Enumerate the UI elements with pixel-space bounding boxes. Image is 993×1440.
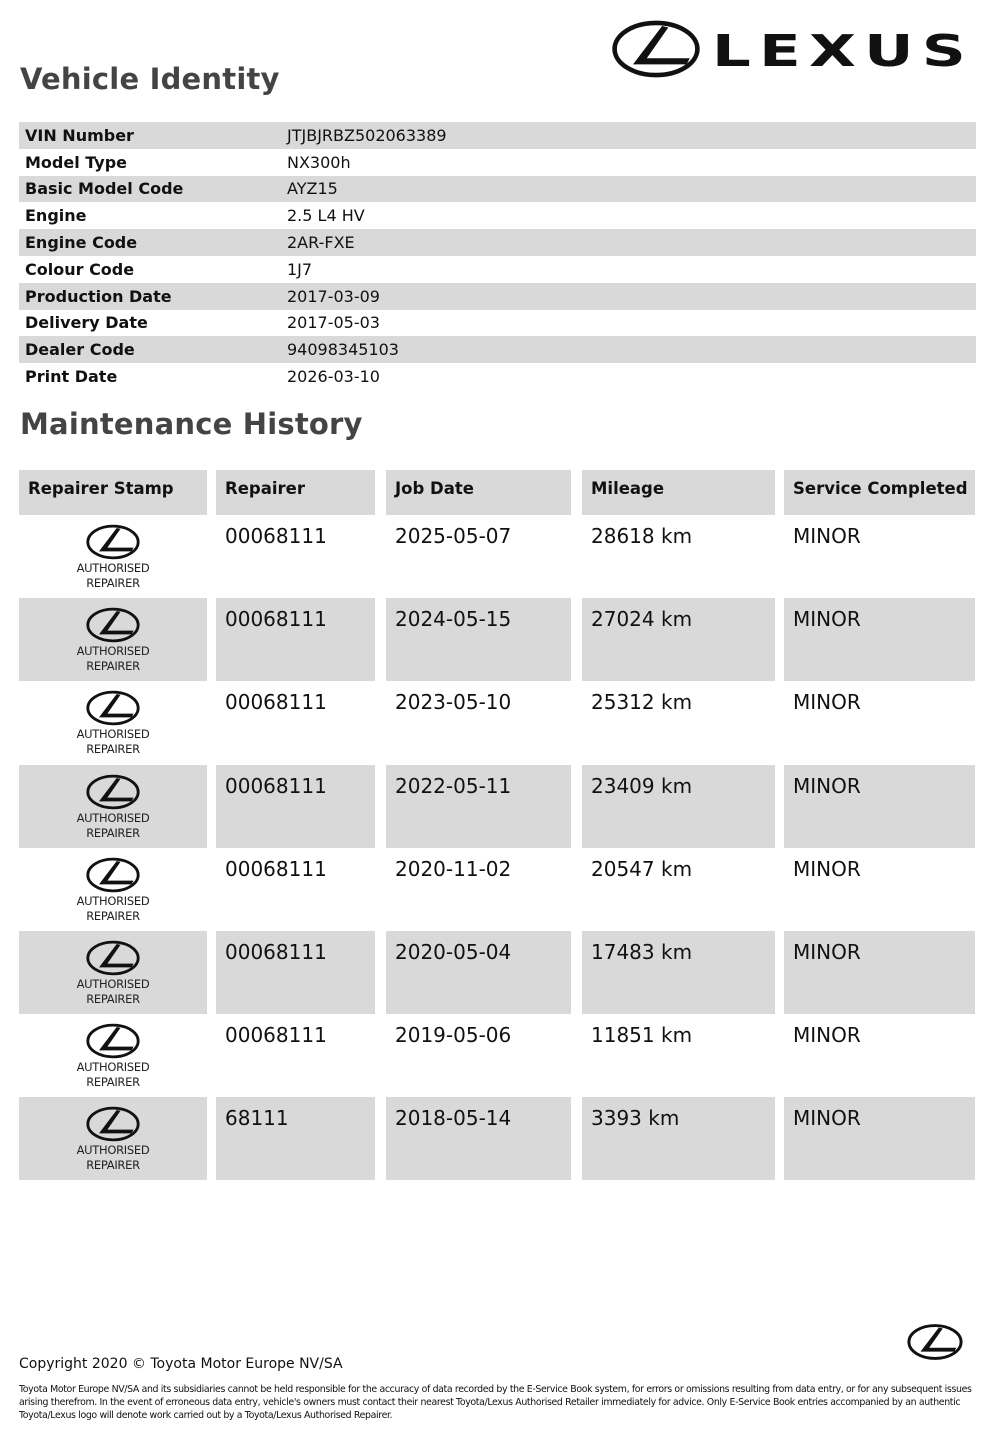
- job-date-cell: 2022-05-11: [386, 765, 571, 848]
- job-date-cell: 2018-05-14: [386, 1097, 571, 1180]
- mileage-cell: 28618 km: [591, 524, 693, 548]
- stamp-text: REPAIRER: [86, 825, 140, 840]
- lexus-emblem-icon: [85, 773, 141, 811]
- identity-label: Dealer Code: [25, 340, 135, 360]
- repairer-stamp: [19, 681, 207, 764]
- identity-label: Model Type: [25, 152, 128, 172]
- service-completed-cell: MINOR: [793, 1023, 861, 1048]
- repairer-cell: 00068111: [225, 1023, 327, 1048]
- disclaimer: Toyota Motor Europe NV/SA and its subsidiaries cannot be held responsible for the accuracy of data recorded by the E-Service Book system, for errors or omissions resulting from data entry, or for any subsequent issues arising therefrom. In the event of erroneous data entry, vehicle's owners must contact their nearest Toyota/Lexus Authorised Retailer immediately for advice. Only E-Service Book entries accompanied by an authentic Toyota/Lexus logo will denote work carried out by a Toyota/Lexus Authorised Repairer.: [19, 1384, 972, 1421]
- repairer-cell: 00068111: [216, 765, 375, 848]
- repairer-stamp: [19, 515, 207, 598]
- stamp-text: REPAIRER: [86, 1075, 140, 1090]
- lexus-emblem-icon: [85, 523, 141, 561]
- service-completed-cell: MINOR: [784, 931, 975, 1014]
- column-header-repairer-stamp: Repairer Stamp: [19, 470, 207, 515]
- job-date-cell: 2023-05-10: [395, 690, 512, 715]
- copyright: Copyright 2020 © Toyota Motor Europe NV/SA: [19, 1356, 343, 1372]
- mileage-cell: 27024 km: [582, 598, 775, 681]
- mileage-cell: 11851 km: [591, 1023, 693, 1048]
- svg-text:LEXUS: LEXUS: [712, 26, 974, 77]
- identity-value: AYZ15: [287, 179, 338, 199]
- column-header-repairer: Repairer: [216, 470, 375, 515]
- stamp-text: AUTHORISED: [76, 1143, 150, 1158]
- mileage-cell: 17483 km: [582, 931, 775, 1014]
- repairer-stamp: [19, 1014, 207, 1097]
- service-completed-cell: MINOR: [793, 690, 861, 715]
- repairer-stamp: [19, 848, 207, 931]
- lexus-emblem-icon: [85, 856, 141, 894]
- repairer-stamp: [19, 1097, 207, 1180]
- stamp-text: AUTHORISED: [76, 644, 150, 659]
- column-header-job-date: Job Date: [386, 470, 571, 515]
- identity-value: 2026-03-10: [287, 367, 380, 387]
- service-completed-cell: MINOR: [793, 856, 861, 881]
- identity-row: [19, 310, 976, 337]
- identity-row: [19, 202, 976, 229]
- stamp-text: REPAIRER: [86, 576, 140, 590]
- identity-label: Production Date: [25, 286, 172, 306]
- identity-row: [19, 122, 976, 149]
- lexus-emblem-icon: [85, 939, 141, 977]
- stamp-text: REPAIRER: [86, 992, 140, 1006]
- identity-value: 2.5 L4 HV: [287, 206, 365, 226]
- repairer-cell: 00068111: [216, 931, 375, 1014]
- lexus-emblem-icon: [85, 689, 141, 727]
- job-date-cell: 2019-05-06: [395, 1023, 512, 1048]
- repairer-cell: 00068111: [216, 598, 375, 681]
- repairer-stamp: [19, 931, 207, 1014]
- identity-label: Colour Code: [25, 259, 135, 279]
- service-completed-cell: MINOR: [793, 524, 861, 548]
- identity-value: 1J7: [287, 259, 313, 279]
- stamp-text: AUTHORISED: [76, 727, 150, 742]
- identity-label: Basic Model Code: [25, 179, 184, 199]
- mileage-cell: 20547 km: [591, 856, 693, 881]
- lexus-emblem-icon: [906, 1322, 964, 1362]
- job-date-cell: 2020-05-04: [386, 931, 571, 1014]
- lexus-emblem-icon: [85, 1105, 141, 1143]
- repairer-cell: 68111: [216, 1097, 375, 1180]
- column-header-service-completed: Service Completed: [784, 470, 975, 515]
- stamp-text: REPAIRER: [86, 659, 140, 674]
- repairer-stamp: [19, 765, 207, 848]
- job-date-cell: 2024-05-15: [386, 598, 571, 681]
- identity-value: NX300h: [287, 152, 351, 172]
- identity-label: Engine Code: [25, 233, 138, 253]
- vehicle-identity-title: Vehicle Identity: [20, 62, 280, 96]
- identity-row: [19, 363, 976, 390]
- maintenance-history-title: Maintenance History: [20, 407, 363, 441]
- stamp-text: AUTHORISED: [76, 893, 150, 908]
- identity-row: [19, 176, 976, 203]
- service-completed-cell: MINOR: [784, 1097, 975, 1180]
- stamp-text: AUTHORISED: [76, 1060, 150, 1075]
- job-date-cell: 2020-11-02: [395, 856, 512, 881]
- stamp-text: AUTHORISED: [76, 977, 150, 991]
- identity-value: 2AR-FXE: [287, 233, 355, 253]
- identity-value: JTJBJRBZ502063389: [287, 125, 447, 145]
- identity-value: 94098345103: [287, 340, 399, 360]
- mileage-cell: 3393 km: [582, 1097, 775, 1180]
- identity-row: [19, 256, 976, 283]
- mileage-cell: 23409 km: [582, 765, 775, 848]
- lexus-logo: [610, 16, 978, 82]
- stamp-text: REPAIRER: [86, 908, 140, 923]
- mileage-cell: 25312 km: [591, 690, 693, 715]
- stamp-text: REPAIRER: [86, 1158, 140, 1173]
- identity-row: [19, 283, 976, 310]
- identity-row: [19, 336, 976, 363]
- identity-row: [19, 149, 976, 176]
- lexus-emblem-icon: [85, 606, 141, 644]
- identity-label: Delivery Date: [25, 313, 148, 333]
- lexus-emblem-icon: [85, 1022, 141, 1060]
- stamp-text: AUTHORISED: [76, 561, 150, 575]
- identity-label: Print Date: [25, 367, 118, 387]
- repairer-cell: 00068111: [225, 856, 327, 881]
- identity-label: Engine: [25, 206, 87, 226]
- vehicle-identity-table: [19, 122, 976, 390]
- service-completed-cell: MINOR: [784, 598, 975, 681]
- job-date-cell: 2025-05-07: [395, 524, 512, 548]
- repairer-cell: 00068111: [225, 690, 327, 715]
- identity-value: 2017-03-09: [287, 286, 380, 306]
- identity-label: VIN Number: [25, 125, 134, 145]
- column-header-mileage: Mileage: [582, 470, 775, 515]
- repairer-cell: 00068111: [225, 524, 327, 548]
- service-completed-cell: MINOR: [784, 765, 975, 848]
- repairer-stamp: [19, 598, 207, 681]
- identity-value: 2017-05-03: [287, 313, 380, 333]
- identity-row: [19, 229, 976, 256]
- stamp-text: REPAIRER: [86, 742, 140, 757]
- stamp-text: AUTHORISED: [76, 810, 150, 825]
